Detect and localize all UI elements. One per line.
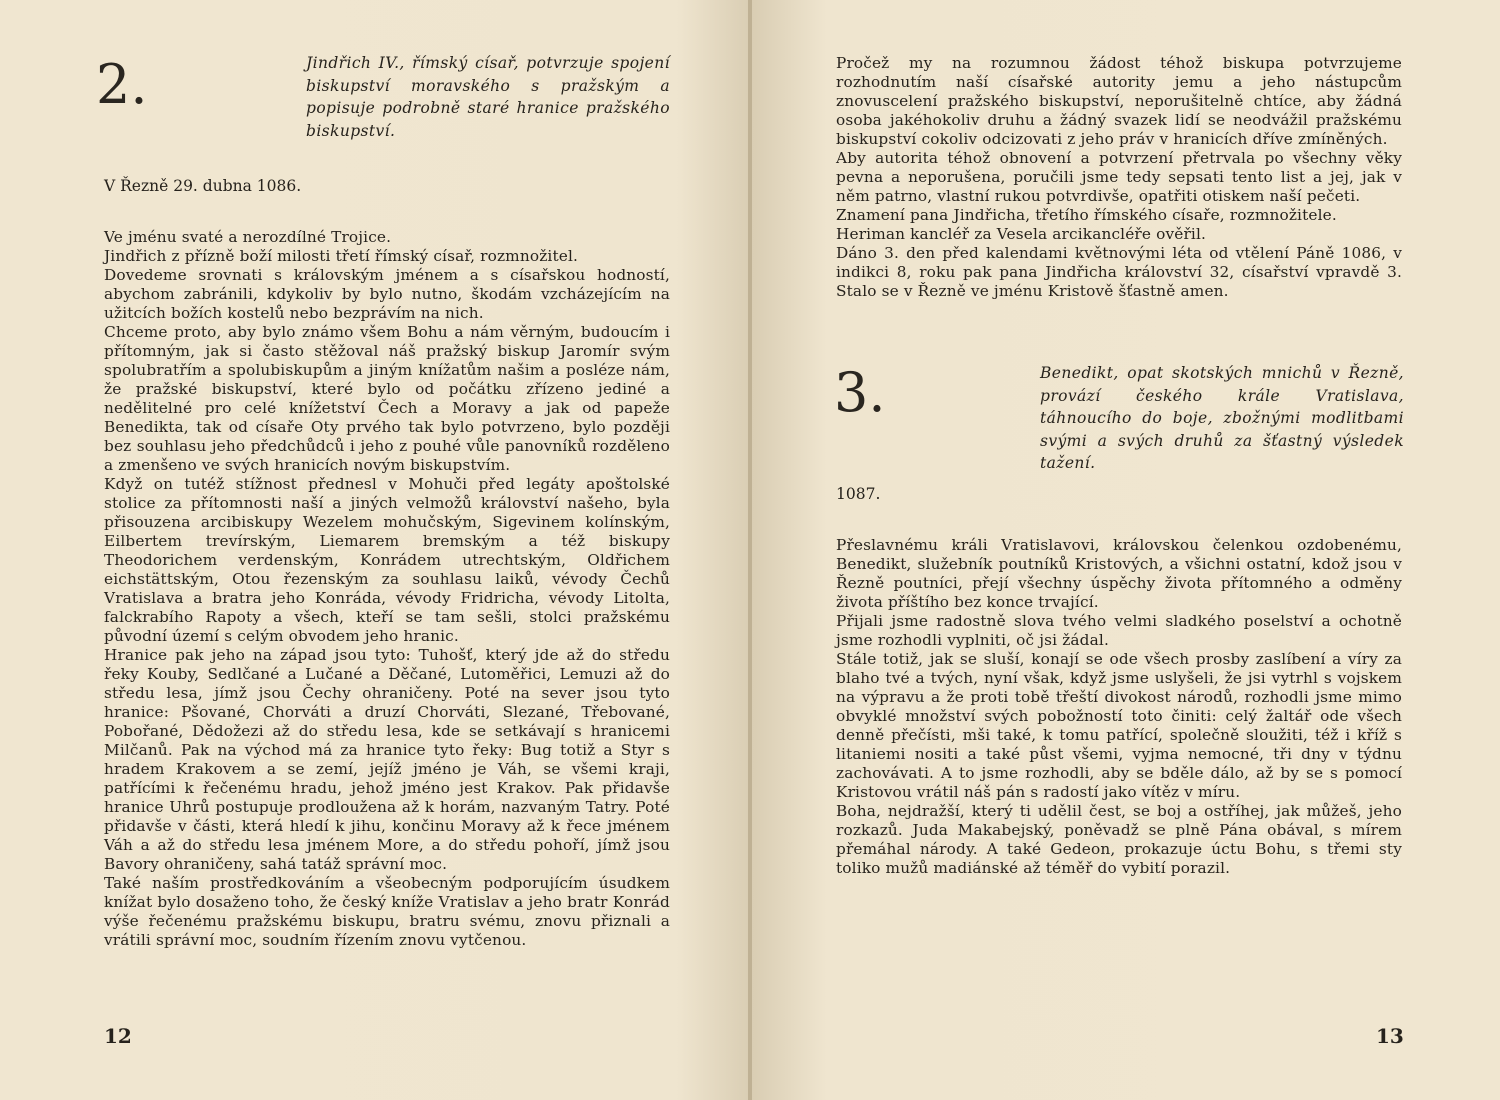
paragraph: Jindřich z přízně boží milosti třetí římský císař, rozmnožitel.: [104, 247, 579, 265]
paragraph: Boha, nejdražší, který ti udělil čest, se boj a ostříhej, jak můžeš, jeho rozkazů. Juda Makabejský, poněvadž se plně Pána obával, s mírem přemáhal národy. A také Gedeon, prokazuje úctu Bohu, s třemi sty toliko mužů madiánské až téměř do vybití porazil.: [836, 802, 1402, 877]
document-heading: Benedikt, opat skotských mnichů v Řezně, provází českého krále Vratislava, táhnoucího do boje, zbožnými modlitbami svými a svých druhů za šťastný výsledek tažení.: [1040, 364, 1404, 472]
paragraph: Dáno 3. den před kalendami květnovými léta od vtělení Páně 1086, v indikci 8, roku pak pana Jindřicha království 32, císařství vpravdě 3. Stalo se v Řezně ve jménu Kristově šťastně amen.: [836, 244, 1402, 300]
paragraph: Znamení pana Jindřicha, třetího římského císaře, rozmnožitele.: [836, 206, 1337, 224]
paragraph: Když on tutéž stížnost přednesl v Mohuči před legáty apoštolské stolice za přítomnosti naší a jiných velmožů království našeho, byla přisouzena arcibiskupy Wezelem mohučským, Sigevinem kolínským, Eilbertem trevírským, Liemarem bremským a též biskupy Theodorichem verdenským, Konrádem utrechtským, Oldřichem eichstättským, Otou řezenským za souhlasu laiků, vévody Čechů Vratislava a bratra jeho Konráda, vévody Fridricha, vévody Litolta, falckrabího Rapoty a všech, kteří se tam sešli, stolci pražskému původní území s celým obvodem jeho hranic.: [104, 475, 670, 645]
paragraph: Dovedeme srovnati s královským jménem a s císařskou hodností, abychom zabránili, kdykoliv by bylo nutno, škodám vzcházejícím na užitcích božích kostelů nebo bezprávím na nich.: [104, 266, 670, 322]
right-page: [752, 0, 1500, 1100]
paragraph: Přeslavnému králi Vratislavovi, královskou čelenkou ozdobenému, Benedikt, služebník poutníků Kristových, a všichni ostatní, kdož jsou v Řezně poutníci, přejí všechny úspěchy života přítomného a odměny života příštího bez konce trvající.: [836, 536, 1402, 611]
paragraph: Také naším prostředkováním a všeobecným podporujícím úsudkem knížat bylo dosaženo toho, že český kníže Vratislav a jeho bratr Konrád výše řečenému pražskému biskupu, bratru svému, znovu přiznali a vrátili správní moc, soudním řízením znovu vytčenou.: [104, 874, 670, 949]
page-number: 12: [104, 1024, 132, 1048]
charter-text-continued: [836, 54, 1402, 301]
place-date: V Řezně 29. dubna 1086.: [104, 177, 302, 195]
charter-text: [104, 228, 670, 950]
paragraph: Heriman kancléř za Vesela arcikancléře ověřil.: [836, 225, 1207, 243]
paragraph: Přijali jsme radostně slova tvého velmi sladkého poselství a ochotně jsme rozhodli vyplniti, oč jsi žádal.: [836, 612, 1402, 649]
paragraph: Hranice pak jeho na západ jsou tyto: Tuhošť, který jde až do středu řeky Kouby, Sedlčané a Lučané a Děčané, Lutoměřici, Lemuzi až do středu lesa, jímž jsou Čechy ohraničeny. Poté na sever jsou tyto hranice: Pšované, Chorváti a druzí Chorváti, Slezané, Třebované, Pobořané, Dědožezi až do středu lesa, kde se setkávají s hranicemi Milčanů. Pak na východ má za hranice tyto řeky: Bug totiž a Styr s hradem Krakovem a se zemí, jejíž jméno je Váh, se všemi kraji, patřícími k řečenému hradu, jehož jméno jest Krakov. Pak přidavše hranice Uhrů postupuje prodloužena až k horám, nazvaným Tatry. Poté přidavše v části, která hledí k jihu, končinu Moravy až k řece jménem Váh a až do středu lesa jménem More, a do středu pohoří, jímž jsou Bavory ohraničeny, sahá tatáž správní moc.: [104, 646, 670, 873]
paragraph: Ve jménu svaté a nerozdílné Trojice.: [104, 228, 392, 246]
paragraph: Pročež my na rozumnou žádost téhož biskupa potvrzujeme rozhodnutím naší císařské autority jemu a jeho nástupcům znovuscelení pražského biskupství, neporušitelně chtíce, aby žádná osoba jakéhokoliv druhu a žádný svazek lidí se neodvážil pražskému biskupství cokoliv odcizovati z jeho práv v hranicích dříve zmíněných.: [836, 54, 1402, 148]
letter-text: [836, 536, 1402, 878]
paragraph: Aby autorita téhož obnovení a potvrzení přetrvala po všechny věky pevna a neporušena, poručili jsme tedy sepsati tento list a jej, jak v něm patrno, vlastní rukou potvrdivše, opatřiti otiskem naší pečeti.: [836, 149, 1402, 205]
paragraph: Chceme proto, aby bylo známo všem Bohu a nám věrným, budoucím i přítomným, jak si často stěžoval náš pražský biskup Jaromír svým spolubratřím a spolubiskupům a jiným knížatům našim a posléze nám, že pražské biskupství, které bylo od počátku zřízeno jediné a nedělitelné pro celé knížetství Čech a Moravy a jak od papeže Benedikta, tak od císaře Oty prvého tak bylo potvrzeno, bylo později bez souhlasu jeho předchůdců i jeho z pouhé vůle panovníků rozděleno a zmenšeno ve svých hranicích novým biskupstvím.: [104, 323, 670, 474]
page-number: 13: [1376, 1024, 1404, 1048]
paragraph: Stále totiž, jak se sluší, konají se ode všech prosby zaslíbení a víry za blaho tvé a tvých, nyní však, když jsme uslyšeli, že jsi vytrhl s vojskem na výpravu a že proti tobě třeští divokost národů, rozhodli jsme mimo obvyklé množství svých pobožností toto činiti: celý žaltář ode všech denně přečísti, mši také, k tomu patřící, společně sloužiti, též i kříž s litaniemi nositi a také půst všemi, vyjma nemocné, tři dny v týdnu zachovávati. A to jsme rozhodli, aby se bděle dálo, až by se s pomocí Kristovou vrátil náš pán s radostí jako vítěz v míru.: [836, 650, 1402, 801]
document-number: 2.: [96, 53, 148, 116]
document-heading: Jindřich IV., římský císař, potvrzuje spojení biskupství moravského s pražským a popisuje podrobně staré hranice pražského biskupství.: [306, 54, 670, 140]
document-number: 3.: [834, 361, 886, 424]
document-date: 1087.: [836, 485, 881, 503]
